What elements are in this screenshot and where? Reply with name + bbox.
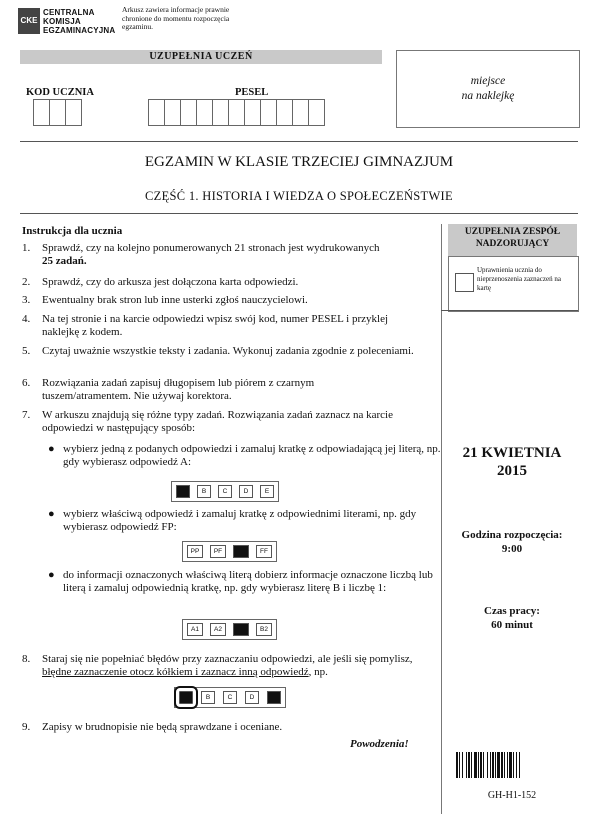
legal-notice: Arkusz zawiera informacje prawnie chronione do momentu rozpoczęcia egzaminu. xyxy=(122,5,230,31)
exam-title: EGZAMIN W KLASIE TRZECIEJ GIMNAZJUM xyxy=(144,154,454,170)
closing-text: Powodzenia! xyxy=(350,738,409,750)
logo-text xyxy=(43,8,115,35)
cke-logo xyxy=(18,8,40,34)
exam-part: CZĘŚĆ 1. HISTORIA I WIEDZA O SPOŁECZEŃSTWIE xyxy=(145,189,453,203)
student-code-field[interactable] xyxy=(33,99,81,126)
team-section-header: UZUPEŁNIA ZESPÓŁ NADZORUJĄCY xyxy=(448,224,577,256)
divider xyxy=(20,141,578,142)
barcode xyxy=(456,752,576,778)
accommodation-checkbox[interactable] xyxy=(455,273,474,292)
logo-badge: CKE xyxy=(20,16,38,25)
answer-example-match: A1 A2 B2 xyxy=(182,619,277,640)
logo-line: CENTRALNA xyxy=(43,8,95,17)
sheet-code: GH-H1-152 xyxy=(487,790,537,801)
start-time: Godzina rozpoczęcia: 9:00 xyxy=(461,529,563,555)
student-section-header: UZUPEŁNIA UCZEŃ xyxy=(20,50,382,64)
duration: Czas pracy: 60 minut xyxy=(484,605,540,631)
instructions-heading: Instrukcja dla ucznia xyxy=(22,225,123,237)
divider xyxy=(20,213,578,214)
answer-example-single: B C D E xyxy=(171,481,279,502)
divider xyxy=(441,310,578,311)
pesel-label: PESEL xyxy=(235,87,269,98)
logo-line: KOMISJA xyxy=(43,17,81,26)
instructions: Instrukcja dla ucznia 1. Sprawdź, czy na kolejno ponumerowanych 21 stronach jest wydrukowanych 25 zadań. 2. Sprawdź, czy do arkusza jest dołączona karta odpowiedzi. 3. Ewentualny brak stron lub inne usterki zgłoś nauczycielowi. 4. Na tej stronie i na karcie odpowiedzi wpisz swój kod, numer PESEL i przyklej naklejkę z kodem. 5. Czytaj uważnie wszystkie teksty i zadania. Wykonuj zadania zgodnie z poleceniami. 6. Rozwiązania zadań zapisuj długopisem lub piórem z czarnym tuszem/atramentem. Nie używaj korektora. 7. W arkuszu znajdują się różne typy zadań. Rozwiązania zadań zaznacz na karcie odpowiedzi w następujący sposób: ● wybierz jedną z podanych odpowiedzi i zamaluj kratkę z odpowiadającą jej literą, np. gdy wybierasz odpowiedź A: B C D E ● wybierz właściwą odpowiedź i zamaluj kratkę z odpowiednimi literami, np. gdy wybierasz odpowiedź FP: PP PF FF ● do informacji oznaczonych właściwą literą dobierz informacje oznaczone liczbą lub literą i zamaluj odpowiednią kratkę, np. gdy wybierasz literę B i liczbę 1: A1 A2 B2 8. Staraj się nie popełniać błędów przy zaznaczaniu odpowiedzi, ale jeśli się pomylisz, błędne zaznaczenie otocz kółkiem i zaznacz inną odpowiedź, np. B C D 9. Zapisy w brudnopisie nie będą sprawdzane i oceniane. Powodzenia! xyxy=(22,225,441,750)
pesel-field[interactable] xyxy=(148,99,324,126)
accommodation-text: Uprawnienia ucznia do nieprzenoszenia zaznaczeń na kartę xyxy=(477,266,561,292)
column-divider xyxy=(441,224,442,814)
answer-example-correction: B C D xyxy=(174,687,286,708)
sticker-placeholder: miejsce na naklejkę xyxy=(396,50,580,128)
instruction-item: 1. Sprawdź, czy na kolejno ponumerowanych 21 stronach jest wydrukowanych 25 zadań. xyxy=(22,242,380,267)
logo-line: EGZAMINACYJNA xyxy=(43,26,116,35)
exam-date: 21 KWIETNIA 2015 xyxy=(462,445,562,479)
student-code-label: KOD UCZNIA xyxy=(26,87,94,98)
answer-example-pair: PP PF FF xyxy=(182,541,277,562)
